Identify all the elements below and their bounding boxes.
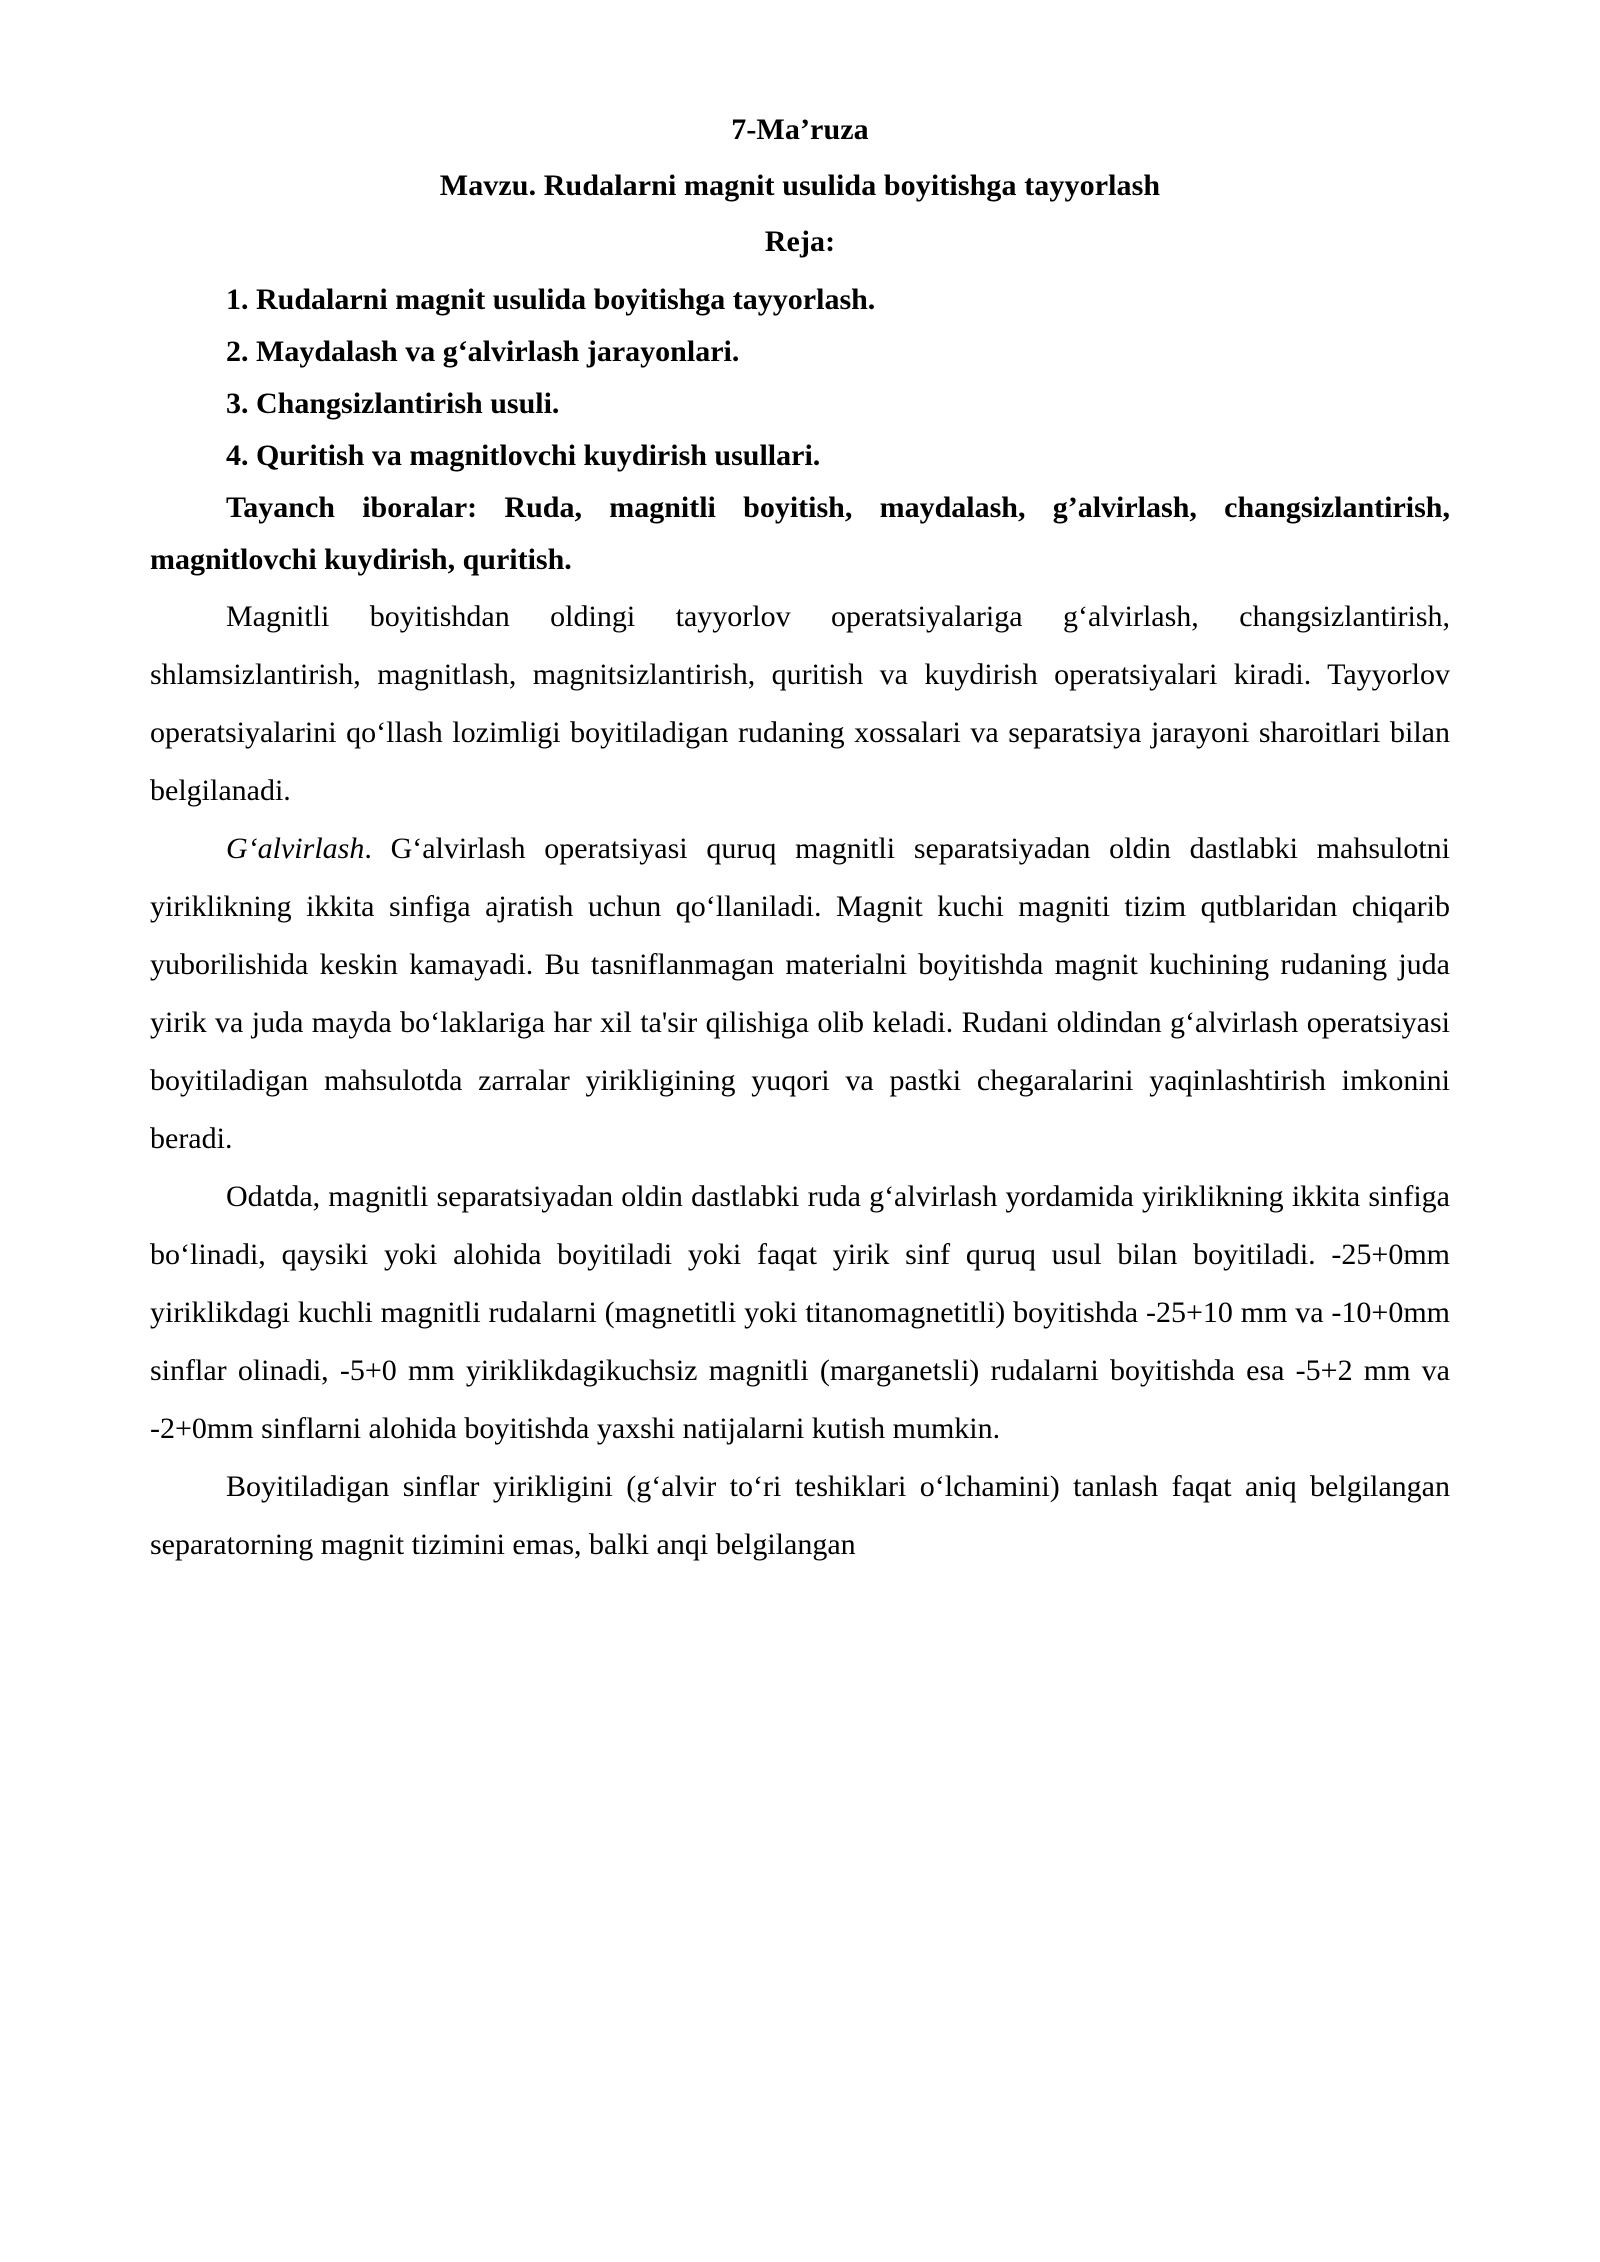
document-body: [150, 106, 1450, 1574]
paragraph-galvirlash: [150, 820, 1450, 1168]
galvirlash-term: G‘alvirlash: [226, 832, 365, 865]
paragraph-intro: Magnitli boyitishdan oldingi tayyorlov operatsiyalariga g‘alvirlash, changsizlantirish, shlamsizlantirish, magnitlash, magnitsizlantirish, quritish va kuydirish operatsiyalari kiradi. Tayyorlov operatsiyalarini qo‘llash lozimligi boyitiladigan rudaning xossalari va separatsiya jarayoni sharoitlari bilan belgilanadi.: [150, 600, 1450, 807]
keywords-paragraph: Tayanch iboralar: Ruda, magnitli boyitish, maydalash, g’alvirlash, changsizlantirish, magnitlovchi kuydirish, quritish.: [150, 491, 1450, 576]
galvirlash-text: . G‘alvirlash operatsiyasi quruq magnitli separatsiyadan oldin dastlabki mahsulotni yiriklikning ikkita sinfiga ajratish uchun qo‘llaniladi. Magnit kuchi magniti tizim qutblaridan chiqarib yuborilishida keskin kamayadi. Bu tasniflanmagan materialni boyitishda magnit kuchining rudaning juda yirik va juda mayda bo‘laklariga har xil ta'sir qilishiga olib keladi. Rudani oldindan g‘alvirlash operatsiyasi boyitiladigan mahsulotda zarralar yirikligining yuqori va pastki chegaralarini yaqinlashtirish imkonini beradi.: [150, 832, 1450, 1155]
plan-item-4: 4. Quritish va magnitlovchi kuydirish usullari.: [226, 439, 821, 472]
plan-item-1: 1. Rudalarni magnit usulida boyitishga tayyorlash.: [226, 283, 876, 316]
topic-heading: Mavzu. Rudalarni magnit usulida boyitishga tayyorlash: [439, 169, 1161, 202]
plan-label-heading: Reja:: [764, 225, 836, 258]
plan-item-3: 3. Changsizlantirish usuli.: [226, 387, 560, 420]
lecture-number-heading: 7-Ma’ruza: [731, 113, 869, 146]
plan-list: [150, 274, 1450, 482]
plan-item-2: 2. Maydalash va g‘alvirlash jarayonlari.: [226, 335, 740, 368]
paragraph-odatda: Odatda, magnitli separatsiyadan oldin dastlabki ruda g‘alvirlash yordamida yiriklikning ikkita sinfiga bo‘linadi, qaysiki yoki alohida boyitiladi yoki faqat yirik sinf quruq usul bilan boyitiladi. -25+0mm yiriklikdagi kuchli magnitli rudalarni (magnetitli yoki titanomagnetitli) boyitishda -25+10 mm va -10+0mm sinflar olinadi, -5+0 mm yiriklikdagikuchsiz magnitli (marganetsli) rudalarni boyitishda esa -5+2 mm va -2+0mm sinflarni alohida boyitishda yaxshi natijalarni kutish mumkin.: [150, 1180, 1450, 1445]
paragraph-boyitiladigan: Boyitiladigan sinflar yirikligini (g‘alvir to‘ri teshiklari o‘lchamini) tanlash faqat aniq belgilangan separatorning magnit tizimini emas, balki anqi belgilangan: [150, 1470, 1450, 1561]
